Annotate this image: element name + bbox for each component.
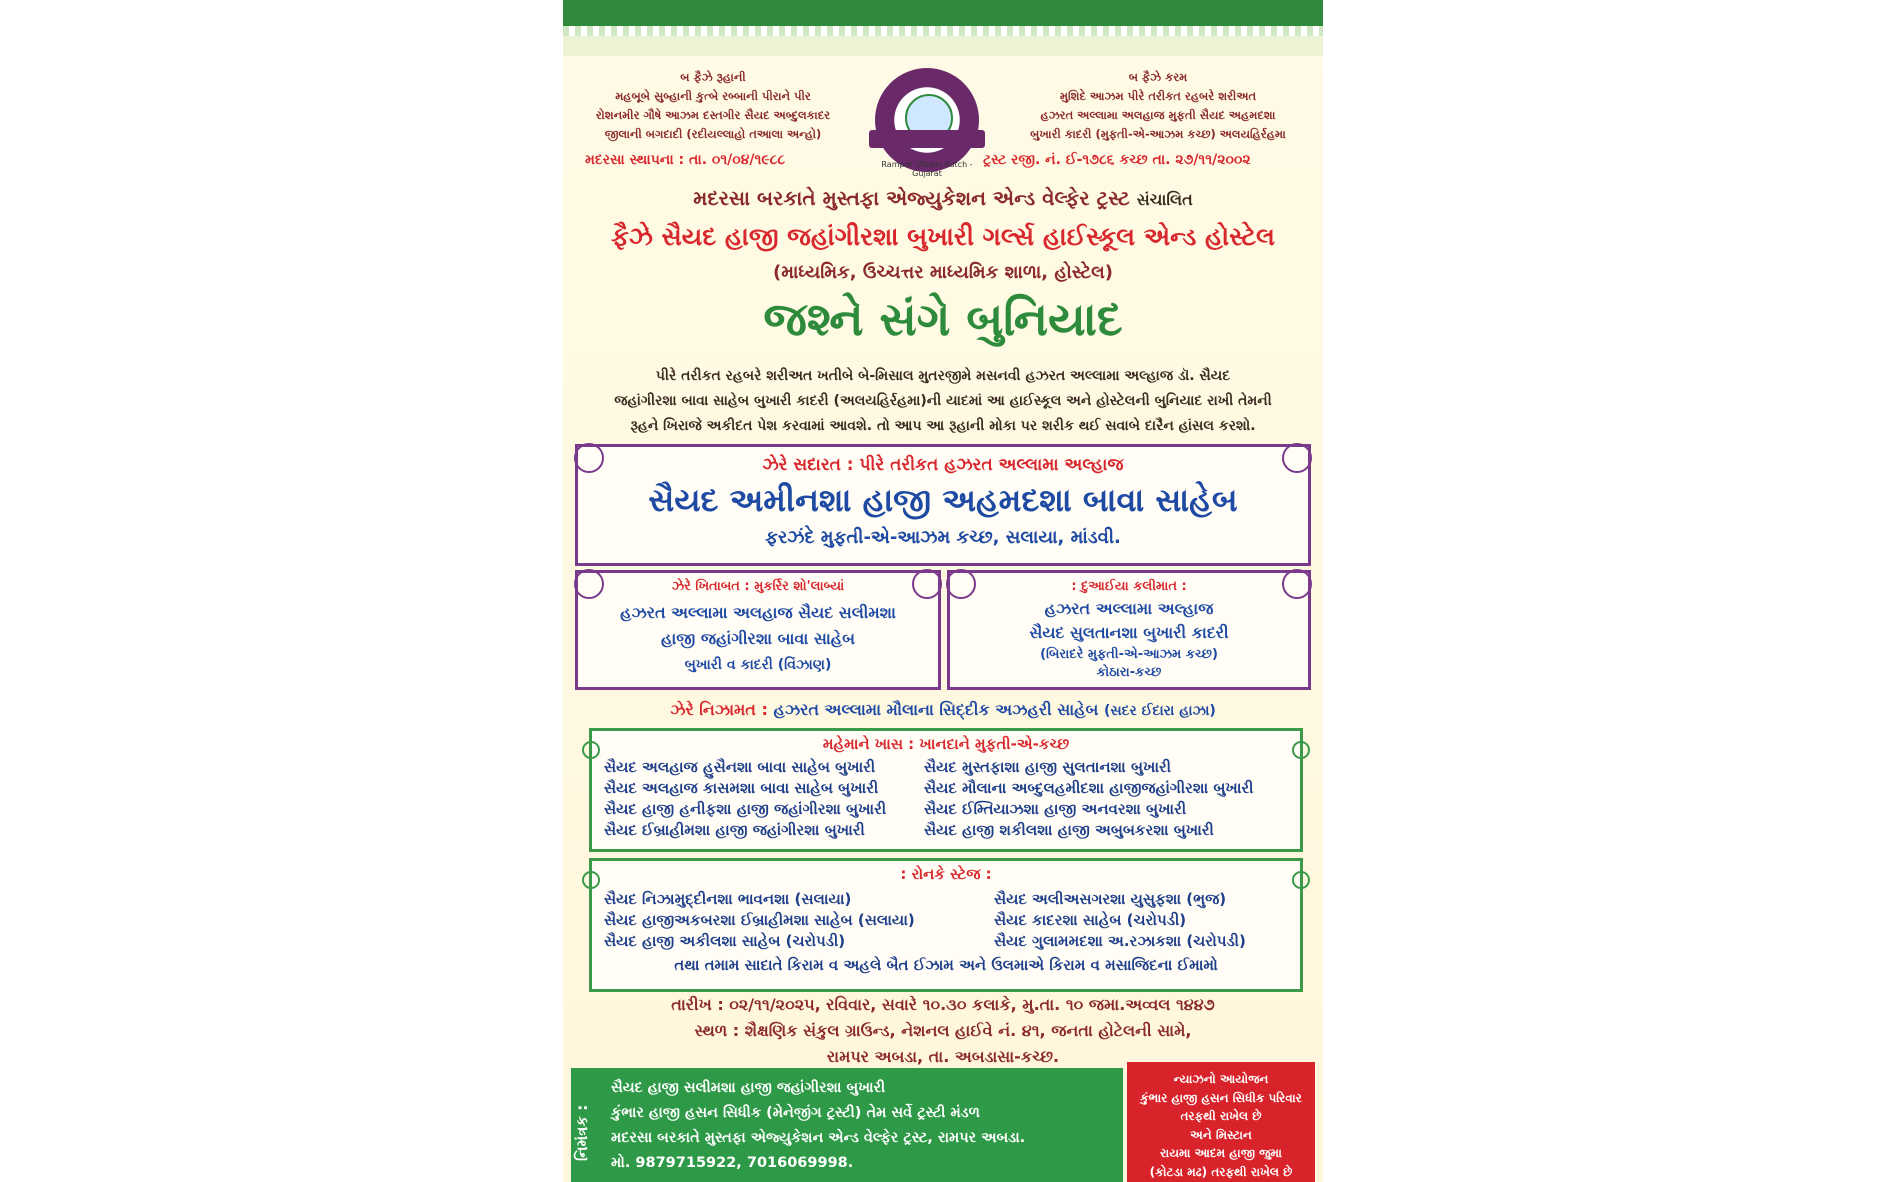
dua-box: [947, 570, 1311, 690]
invite-line: સૈયદ હાજી સલીમશા હાજી જહાંગીરશા બુખારી: [611, 1080, 886, 1096]
invitation-poster: [563, 0, 1323, 1182]
dua-line: (બિરાદરે મુફતી-એ-આઝમ કચ્છ): [1040, 647, 1218, 662]
header-right-text: [993, 68, 1323, 144]
dua-line: હઝરત અલ્લામા અલ્હાજ: [1044, 599, 1214, 618]
header-left-line: મહબૂબે સુબ્હાની કુત્બે રબ્બાની પીરાને પીર: [615, 89, 811, 103]
event-place: રામપર અબડા, તા. અબડાસા-કચ્છ.: [826, 1047, 1060, 1066]
school-title: ફૈઝે સૈયદ હાજી જહાંગીરશા બુખારી ગર્લ્સ હાઈસ્કૂલ એન્ડ હોસ્ટેલ: [611, 222, 1275, 251]
niaz-line: કુંભાર હાજી હસન સિધીક પરિવાર: [1140, 1090, 1302, 1105]
madrasa-established: મદરસા સ્થાપના : તા. ૦૧/૦૪/૧૯૮૮: [585, 152, 786, 168]
dua-line: સૈયદ સુલતાનશા બુખારી કાદરી: [1029, 623, 1229, 642]
dua-label: : દુઆઈયા કલીમાત :: [1071, 579, 1187, 594]
guest-item: સૈયદ ઈમ્તિયાઝશા હાજી અનવરશા બુખારી: [924, 800, 1187, 818]
nizamat-label: ઝેરે નિઝામત :: [670, 700, 768, 719]
guest-item: સૈયદ અલહાજ હુસૈનશા બાવા સાહેબ બુખારી: [604, 758, 876, 776]
invite-phone: મો. 9879715922, 7016069998.: [611, 1155, 854, 1171]
header-right-line: બુખારી કાદરી (મુફતી-એ-આઝમ કચ્છ) અલયહિર્રહમા: [1030, 127, 1286, 141]
invite-label: નિમંત્રક :: [573, 1104, 591, 1162]
event-title: જશ્ને સંગે બુનિયાદ: [763, 292, 1123, 346]
header-left-line: બ ફૈઝે રૂહાની: [680, 70, 746, 84]
event-place: સ્થળ : શૈક્ષણિક સંકુલ ગ્રાઉન્ડ, નેશનલ હાઈવે નં. ૪૧, જનતા હોટેલની સામે,: [694, 1021, 1192, 1040]
niaz-line: ન્યાઝનો આયોજન: [1173, 1072, 1269, 1086]
stage-item: સૈયદ હાજીઅકબરશા ઈબ્રાહીમશા સાહેબ (સલાયા): [604, 911, 915, 929]
madrasa-logo: [875, 68, 979, 172]
event-date: તારીખ : ૦૨/૧૧/૨૦૨૫, રવિવાર, સવારે ૧૦.૩૦ કલાકે, મુ.તા. ૧૦ જમા.અવ્વલ ૧૪૪૭: [671, 995, 1215, 1014]
presidency-box: [575, 444, 1311, 566]
stage-box: [589, 858, 1303, 992]
trust-registration: ટ્રસ્ટ રજી. નં. ઈ-૧૭૮૬ કચ્છ તા. ૨૭/૧૧/૨૦૦૨: [983, 152, 1251, 168]
guest-item: સૈયદ હાજી હનીફશા હાજી જહાંગીરશા બુખારી: [604, 800, 887, 818]
trust-title: [563, 186, 1323, 210]
presidency-name: સૈયદ અમીનશા હાજી અહમદશા બાવા સાહેબ: [648, 481, 1238, 519]
niaz-panel: [1127, 1062, 1315, 1182]
speech-line: હઝરત અલ્લામા અલહાજ સૈયદ સલીમશા: [620, 603, 896, 622]
niaz-line: અને મિસ્ટાન: [1190, 1127, 1252, 1142]
header-right-line: હઝરત અલ્લામા અલહાજ મુફતી સૈયદ અહમદશા: [1040, 108, 1276, 122]
intro-paragraph: [577, 364, 1309, 439]
presidency-sub: ફરઝંદે મુફતી-એ-આઝમ કચ્છ, સલાયા, માંડવી.: [765, 527, 1121, 548]
event-details: [563, 992, 1323, 1070]
invitation-panel: [571, 1068, 1123, 1182]
dua-line: કોઠારા-કચ્છ: [1096, 665, 1162, 680]
trust-name: મદરસા બરકાતે મુસ્તફા એજ્યુકેશન એન્ડ વેલ્ફેર ટ્રસ્ટ: [693, 186, 1130, 210]
niaz-text: [1127, 1070, 1315, 1181]
trust-suffix: સંચાલિત: [1136, 190, 1193, 209]
niaz-line: (કોટડા મઢ) તરફથી રાખેલ છે: [1149, 1164, 1293, 1179]
niaz-line: તરફથી રાખેલ છે: [1180, 1109, 1262, 1123]
header-right-line: બ ફૈઝે કરમ: [1128, 70, 1188, 84]
guest-item: સૈયદ મૌલાના અબ્દુલહમીદશા હાજીજહાંગીરશા બુખારી: [924, 779, 1254, 797]
speech-box: [575, 570, 941, 690]
top-green-band: [563, 0, 1323, 26]
invite-line: કુંભાર હાજી હસન સિધીક (મેનેજીંગ ટ્રસ્ટી) તેમ સર્વે ટ્રસ્ટી મંડળ: [611, 1105, 980, 1121]
guest-item: સૈયદ હાજી શકીલશા હાજી અબુબકરશા બુખારી: [924, 821, 1214, 839]
intro-line: જહાંગીરશા બાવા સાહેબ બુખારી કાદરી (અલયહિર્રહમા)ની યાદમાં આ હાઈસ્કૂલ અને હોસ્ટેલની બુનિયાદ રાખી તેમની: [614, 393, 1272, 409]
speech-label: ઝેરે ખિતાબત : મુકર્રિર શો'લાબ્યાં: [671, 579, 845, 594]
stage-item: સૈયદ ગુલામમદશા અ.રઝાકશા (ચરોપડી): [994, 932, 1246, 950]
presidency-label: ઝેરે સદારત : પીરે તરીકત હઝરત અલ્લામા અલ્હાજ: [762, 455, 1124, 475]
header-right-line: મુશિદે આઝમ પીરે તરીકત રહબરે શરીઅત: [1059, 89, 1257, 103]
intro-line: રૂહને ખિરાજે અકીદત પેશ કરવામાં આવશે. તો આપ આ રૂહાની મોકા પર શરીક થઈ સવાબે દારૈન હાંસલ કરશો.: [630, 418, 1256, 434]
header-left-text: [563, 68, 863, 144]
stage-title: : રોનકે સ્ટેજ :: [900, 865, 992, 883]
guests-left-list: [604, 757, 924, 841]
stage-item: સૈયદ હાજી અકીલશા સાહેબ (ચરોપડી): [604, 932, 846, 950]
invite-line: મદરસા બરકાતે મુસ્તફા એજ્યુકેશન એન્ડ વેલ્ફેર ટ્રસ્ટ, રામપર અબડા.: [611, 1130, 1026, 1146]
school-subtitle: (માધ્યમિક, ઉચ્ચત્તર માધ્યમિક શાળા, હોસ્ટેલ): [773, 262, 1113, 283]
stage-item: સૈયદ અલીઅસગરશા યુસુફશા (ભુજ): [994, 890, 1227, 908]
logo-ribbon: [869, 130, 985, 148]
guest-item: સૈયદ અલહાજ કાસમશા બાવા સાહેબ બુખારી: [604, 779, 879, 797]
guests-right-list: [924, 757, 1296, 841]
stage-right-list: [994, 889, 1294, 952]
stage-item: સૈયદ નિઝામુદ્દીનશા ભાવનશા (સલાયા): [604, 890, 852, 908]
speech-line: બુખારી વ કાદરી (વિંઝાણ): [684, 657, 832, 673]
stage-item: સૈયદ કાદરશા સાહેબ (ચરોપડી): [994, 911, 1187, 929]
guests-box: [589, 728, 1303, 852]
invite-text: [611, 1076, 1119, 1176]
intro-line: પીરે તરીકત રહબરે શરીઅત ખતીબે બે-મિસાલ મુતરજીમે મસનવી હઝરત અલ્લામા અલ્હાજ ડૉ. સૈયદ: [655, 368, 1231, 384]
stage-footer: તથા તમામ સાદાતે કિરામ વ અહલે બૈત ઈઝામ અને ઉલમાએ કિરામ વ મસાજિદના ઈમામો: [674, 956, 1218, 974]
decorative-border: [563, 26, 1323, 36]
header-left-line: રોશનમીર ગૌષે આઝમ દસ્તગીર સૈયદ અબ્દુલકાદર: [595, 108, 831, 122]
guest-item: સૈયદ ઈબ્રાહીમશા હાજી જહાંગીરશા બુખારી: [604, 821, 865, 839]
guests-title: મહેમાને ખાસ : ખાનદાને મુફતી-એ-કચ્છ: [822, 735, 1070, 753]
guest-item: સૈયદ મુસ્તફાશા હાજી સુલતાનશા બુખારી: [924, 758, 1172, 776]
niaz-line: રાયમા આદમ હાજી જુમા: [1160, 1146, 1282, 1160]
top-cream-band: [563, 36, 1323, 56]
nizamat-suffix: (સદર ઈદારા હાઝા): [1103, 703, 1216, 719]
speech-line: હાજી જહાંગીરશા બાવા સાહેબ: [661, 629, 855, 648]
nizamat-line: [563, 700, 1323, 720]
stage-left-list: [604, 889, 984, 952]
nizamat-name: હઝરત અલ્લામા મૌલાના સિદ્દીક અઝહરી સાહેબ: [773, 700, 1099, 719]
header-left-line: જીલાની બગદાદી (રદીયલ્લાહો તઆલા અન્હો): [604, 127, 822, 141]
logo-caption: Rampar (Abda) Kutch -Gujarat: [881, 160, 973, 178]
